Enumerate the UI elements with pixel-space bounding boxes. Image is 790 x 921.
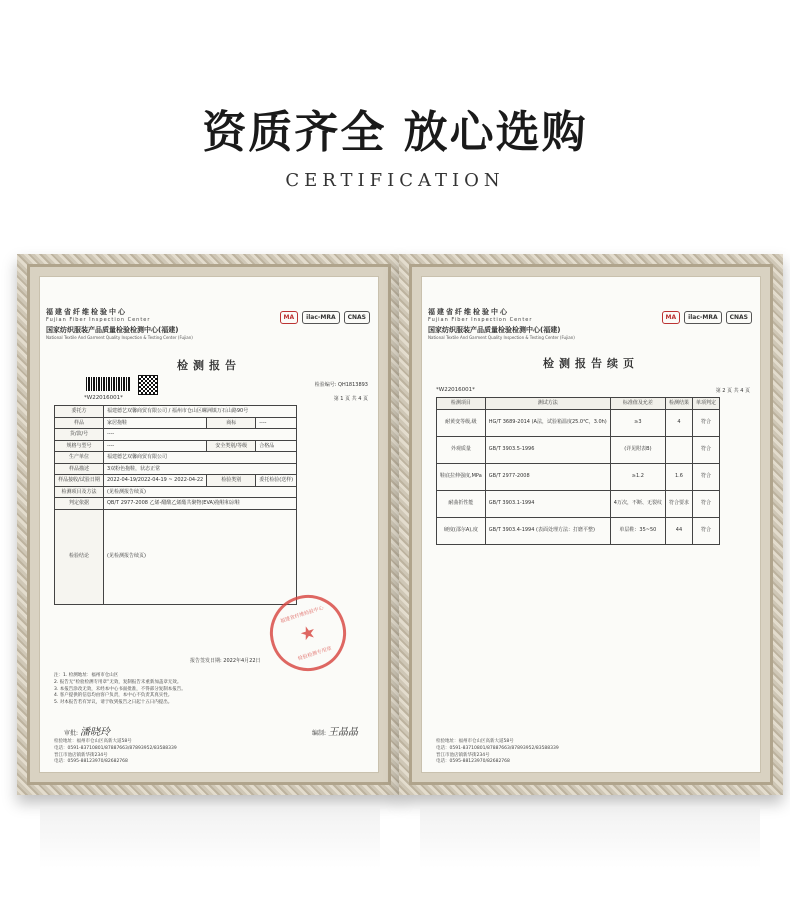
left-frame-reflection — [40, 808, 380, 868]
field-value: ---- — [104, 440, 207, 452]
barcode — [86, 377, 130, 391]
field-value: 3双粉色拖鞋，状态正常 — [104, 463, 297, 475]
page-heading: 资质齐全 放心选购 — [202, 107, 588, 158]
field-value: 合格品 — [256, 440, 297, 452]
report-info-table — [54, 405, 297, 605]
report-number: 检验编号: QH1813893 — [314, 382, 368, 388]
table-cell: 耐黄变等级,级 — [437, 409, 486, 436]
column-header: 单项判定 — [692, 398, 719, 410]
table-cell: 44 — [665, 517, 692, 544]
field-value: (见检测报告续页) — [104, 486, 297, 498]
org-name-en: Fujian Fiber Inspection Center — [428, 317, 533, 323]
table-cell: (详见附表B) — [610, 436, 665, 463]
table-row — [55, 475, 297, 487]
column-header: 测试方法 — [485, 398, 610, 410]
org-name-cn-national: 国家纺织服装产品质量检验检测中心(福建) — [46, 326, 179, 334]
stamp-text-bottom: 检验检测专用章 — [297, 645, 333, 663]
field-value: 委托检验(送样) — [256, 475, 297, 487]
table-cell: ≥1.2 — [610, 463, 665, 490]
field-label: 安全类别/等级 — [207, 440, 256, 452]
table-row — [55, 406, 297, 418]
field-value: QB/T 2977-2008 乙烯-醋酸乙烯酯共聚物(EVA)拖鞋和凉鞋 — [104, 498, 297, 510]
editor-label: 编制: — [312, 730, 327, 737]
field-value: ---- — [256, 417, 297, 429]
table-cell: GB/T 3903.4-1994 (表面处理方法：打磨平整) — [485, 517, 610, 544]
report-title: 检测报告续页 — [543, 357, 639, 370]
table-row — [55, 509, 297, 604]
column-header: 检测项目 — [437, 398, 486, 410]
footer-line: 晋江市池店镇新华街234号 — [54, 752, 108, 758]
page-number: 第 1 页 共 4 页 — [333, 396, 368, 402]
field-label: 生产单位 — [55, 452, 104, 464]
field-label: 检测项目及方法 — [55, 486, 104, 498]
table-cell: GB/T 3903.1-1994 — [485, 490, 610, 517]
field-label: 检验结论 — [55, 509, 104, 604]
issue-date: 报告签发日期: 2022年4月22日 — [190, 658, 261, 664]
report-title: 检测报告 — [177, 359, 241, 372]
cnas-logo: CNAS — [344, 311, 370, 324]
table-cell — [665, 436, 692, 463]
table-cell: 单层鞋：35~50 — [610, 517, 665, 544]
right-frame-reflection — [420, 808, 760, 868]
field-value: 2022-04-19/2022-04-19 ~ 2022-04-22 — [104, 475, 207, 487]
table-row — [437, 436, 720, 463]
right-certificate-frame — [399, 254, 783, 795]
remark-line: 注：1. 检测地址：福州市仓山区 — [54, 673, 119, 678]
official-stamp: 福建省纤维检验中心 ★ 检验检测专用章 — [260, 585, 356, 681]
page-number: 第 2 页 共 4 页 — [715, 388, 750, 394]
accreditation-logos — [280, 311, 370, 324]
footer-line: 电话：0591-83710801/87887663/87893952/83588339 — [54, 745, 177, 751]
field-label: 判定依据 — [55, 498, 104, 510]
table-cell: 符合 — [692, 490, 719, 517]
footer-line: 电话：0595-88123970/82682768 — [436, 759, 510, 765]
table-row — [437, 490, 720, 517]
table-row — [55, 429, 297, 441]
table-cell: 4万次，不断、无裂纹 — [610, 490, 665, 517]
document-code: *W22016001* — [84, 395, 123, 401]
remarks — [54, 673, 368, 707]
table-row — [437, 463, 720, 490]
table-cell: HG/T 3689-2014 (A法，试验箱温度25.0℃，3.0h) — [485, 409, 610, 436]
remark-line: 3. 本报告涂改无效，未经本中心书面批准，不得部分复制本报告。 — [54, 686, 186, 692]
org-name-cn: 福建省纤维检验中心 — [46, 308, 127, 316]
remark-line: 2. 报告无“检验检测专用章”无效，复制报告未重新加盖章无效。 — [54, 679, 182, 685]
table-cell: 符合 — [692, 517, 719, 544]
ilac-logo: ilac-MRA — [302, 311, 339, 324]
table-cell: 4 — [665, 409, 692, 436]
column-header: 标准值及允差 — [610, 398, 665, 410]
table-header-row — [437, 398, 720, 410]
table-row — [437, 517, 720, 544]
table-cell: 符合 — [692, 463, 719, 490]
field-label: 货/款/号 — [55, 429, 104, 441]
signature-row — [64, 723, 358, 738]
cma-logo: MA — [280, 311, 299, 324]
field-label: 样品 — [55, 417, 104, 429]
table-row — [55, 452, 297, 464]
cma-logo: MA — [662, 311, 681, 324]
footer-line: 检验地址：福州市仓山区高新大道58号 — [54, 739, 132, 744]
footer-line: 晋江市池店镇新华街234号 — [436, 752, 490, 758]
test-results-table — [436, 397, 720, 545]
table-row — [55, 486, 297, 498]
table-cell: 符合 — [692, 436, 719, 463]
field-label: 样品接收/试验日期 — [55, 475, 104, 487]
table-cell: GB/T 3903.5-1996 — [485, 436, 610, 463]
approver — [64, 723, 110, 738]
column-header: 检测结果 — [665, 398, 692, 410]
table-cell: 外观质量 — [437, 436, 486, 463]
table-cell: 1.6 — [665, 463, 692, 490]
approver-label: 审批: — [64, 730, 79, 737]
remark-line: 4. 客户提供的信息均由客户负责，本中心不负责其真实性。 — [54, 693, 173, 699]
left-report-paper — [39, 276, 379, 773]
table-cell: 符合要求 — [665, 490, 692, 517]
org-name-cn-national: 国家纺织服装产品质量检验检测中心(福建) — [428, 326, 561, 334]
table-cell: 耐曲折性能 — [437, 490, 486, 517]
org-name-en-national: National Textile And Garment Quality Inspection & Testing Center (Fujian) — [428, 335, 575, 340]
field-label: 检验类别 — [207, 475, 256, 487]
editor-signature: 王晶晶 — [328, 727, 358, 738]
remark-line: 5. 对本报告若有异议，请于收到报告之日起十五日内提出。 — [54, 700, 173, 705]
org-name-en: Fujian Fiber Inspection Center — [46, 317, 151, 323]
report-footer — [54, 739, 368, 766]
field-label: 样品描述 — [55, 463, 104, 475]
page-subheading: CERTIFICATION — [285, 170, 505, 191]
document-code: *W22016001* — [436, 387, 475, 393]
ilac-logo: ilac-MRA — [684, 311, 721, 324]
table-cell: ≥3 — [610, 409, 665, 436]
org-name-en-national: National Textile And Garment Quality Inspection & Testing Center (Fujian) — [46, 335, 193, 340]
table-cell: 符合 — [692, 409, 719, 436]
footer-line: 电话：0595-88123970/82682768 — [54, 759, 128, 765]
field-label: 规格与型号 — [55, 440, 104, 452]
field-label: 商标 — [207, 417, 256, 429]
stamp-text-top: 福建省纤维检验中心 — [279, 605, 325, 625]
table-cell: GB/T 2977-2008 — [485, 463, 610, 490]
field-label: 委托方 — [55, 406, 104, 418]
table-row — [55, 498, 297, 510]
field-value: 福建德艺双馨商贸有限公司 / 福州市仓山区螺洲镇万石山路90号 — [104, 406, 297, 418]
field-value: 家居拖鞋 — [104, 417, 207, 429]
table-row — [437, 409, 720, 436]
table-row — [55, 440, 297, 452]
cnas-logo: CNAS — [726, 311, 752, 324]
field-value: 福建德艺双馨商贸有限公司 — [104, 452, 297, 464]
table-row — [55, 463, 297, 475]
editor — [312, 723, 358, 738]
accreditation-logos — [662, 311, 752, 324]
right-report-paper — [421, 276, 761, 773]
qr-code — [138, 375, 158, 395]
footer-line: 检验地址：福州市仓山区高新大道58号 — [436, 739, 514, 744]
left-certificate-frame — [17, 254, 401, 795]
table-row — [55, 417, 297, 429]
field-value: (见检测报告续页) — [104, 509, 297, 604]
approver-signature: 潘晓玲 — [79, 727, 110, 738]
org-name-cn: 福建省纤维检验中心 — [428, 308, 509, 316]
report-footer — [436, 739, 750, 766]
table-cell: 硬度(邵尔A),度 — [437, 517, 486, 544]
field-value: ---- — [104, 429, 297, 441]
table-cell: 鞋底拉伸强度,MPa — [437, 463, 486, 490]
footer-line: 电话：0591-83710801/87887663/87893952/83588339 — [436, 745, 559, 751]
